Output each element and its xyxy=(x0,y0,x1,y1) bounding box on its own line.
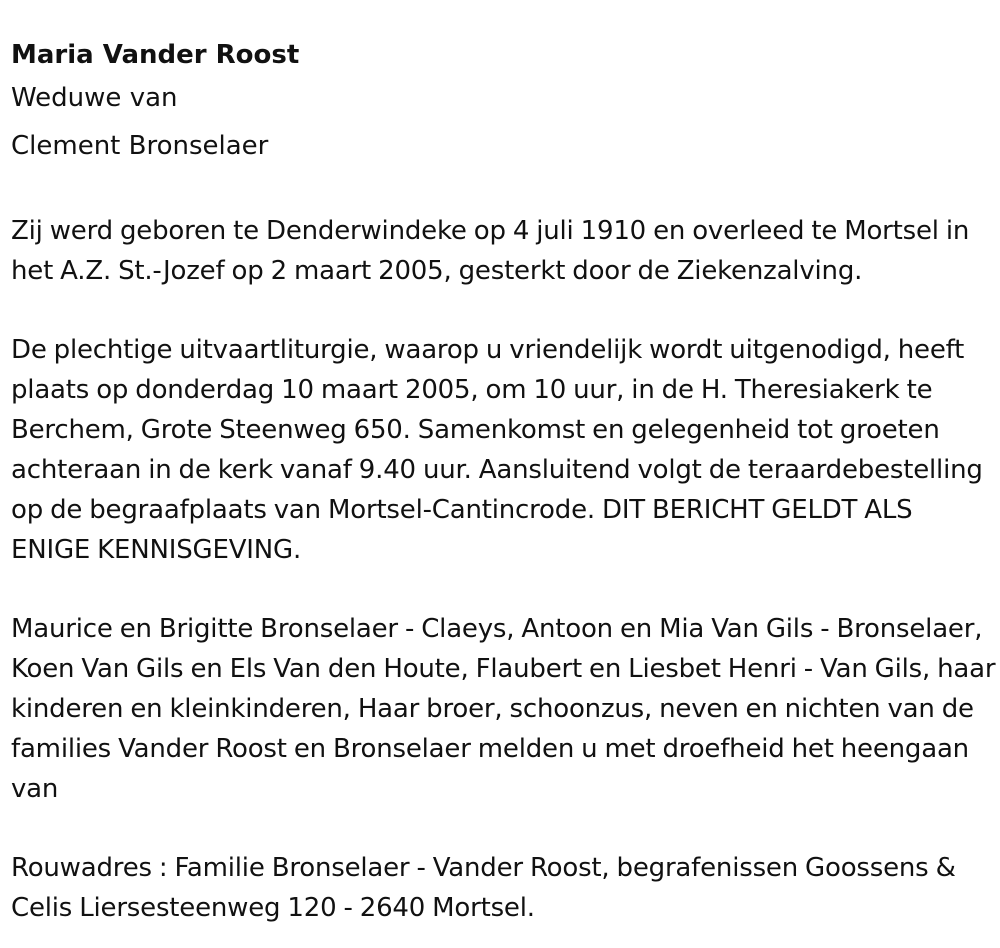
family-announcement-paragraph: Maurice en Brigitte Bronselaer - Claeys, Antoon en Mia Van Gils - Bronselaer, Koen Van Gils en Els Van den Houte, Flaubert en Liesbet Henri - Van Gils, haar kinderen en kleinkinderen, Haar broer, schoonzus, neven en nichten van de families Vander Roost en Bronselaer melden u met droefheid het heengaan van xyxy=(11,614,996,804)
spacer xyxy=(11,809,996,848)
spacer xyxy=(11,170,996,211)
spacer xyxy=(11,291,996,330)
funeral-details-paragraph: De plechtige uitvaartliturgie, waarop u vriendelijk wordt uitgenodigd, heeft plaats op donderdag 10 maart 2005, om 10 uur, in de H. Theresiakerk te Berchem, Grote Steenweg 650. Samenkomst en gelegenheid tot groeten achteraan in de kerk vanaf 9.40 uur. Aansluitend volgt de teraardebestelling op de begraafplaats van Mortsel-Cantincrode. DIT BERICHT GELDT ALS ENIGE KENNISGEVING. xyxy=(11,335,983,565)
spouse-name: Clement Bronselaer xyxy=(11,131,269,161)
birth-death-paragraph: Zij werd geboren te Denderwindeke op 4 juli 1910 en overleed te Mortsel in het A.Z. St.-Jozef op 2 maart 2005, gesterkt door de Ziekenzalving. xyxy=(11,216,970,286)
obituary-notice xyxy=(11,36,996,928)
deceased-name: Maria Vander Roost xyxy=(11,40,300,70)
spacer xyxy=(11,570,996,609)
widow-of-label: Weduwe van xyxy=(11,83,178,113)
mourning-address-paragraph: Rouwadres : Familie Bronselaer - Vander Roost, begrafenissen Goossens & Celis Liersesteenweg 120 - 2640 Mortsel. xyxy=(11,853,956,923)
